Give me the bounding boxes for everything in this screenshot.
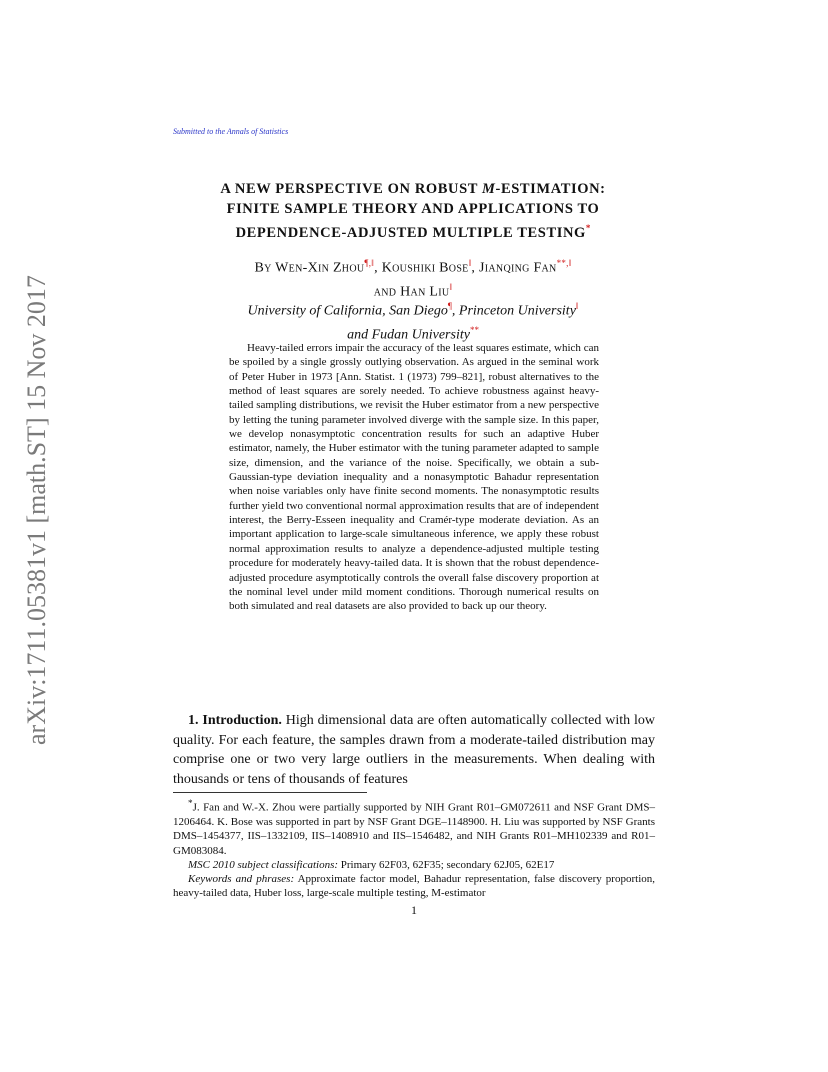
submitted-journal-header: Submitted to the Annals of Statistics (173, 127, 289, 136)
page-number: 1 (411, 903, 417, 917)
funding-footnote: *J. Fan and W.-X. Zhou were partially supported by NIH Grant R01–GM072611 and NSF Grant DMS–1206464. K. Bose was supported in part by NSF Grant DGE–1148900. H. Liu was supported by NSF Grants DMS–1454377, IIS–1332109, IIS–1408910 and IIS–1546482, and NIH Grants R01–MH102339 and R01–GM083084. (173, 798, 655, 857)
paper-title (140, 180, 686, 243)
footnote-rule (173, 792, 367, 793)
author-zhou: Wen-Xin Zhou (275, 260, 365, 276)
authors-line-2: and Han Liu‖ (373, 281, 453, 300)
msc-classifications: MSC 2010 subject classifications: Primary 62F03, 62F35; secondary 62J05, 62E17 (188, 858, 555, 871)
author-list (140, 254, 686, 301)
author-fan: Jianqing Fan (479, 260, 557, 276)
keywords: Keywords and phrases: Approximate factor model, Bahadur representation, false discovery proportion, heavy-tailed data, Huber loss, large-scale multiple testing, M-estimator (173, 873, 655, 900)
footnotes (173, 796, 655, 901)
title-line-3: DEPENDENCE-ADJUSTED MULTIPLE TESTING* (235, 223, 591, 241)
introduction-section (173, 711, 655, 789)
authors-line-1: By Wen-Xin Zhou¶,‖, Koushiki Bose‖, Jianqing Fan**,‖ (254, 258, 572, 276)
title-line-1: A NEW PERSPECTIVE ON ROBUST M-ESTIMATION: (220, 181, 606, 197)
title-m-italic: M (482, 181, 496, 197)
author-fan-affil-mark: **,‖ (556, 258, 572, 268)
abstract: Heavy-tailed errors impair the accuracy of the least squares estimate, which can be spoiled by a single grossly outlying observation. As argued in the seminal work of Peter Huber in 1973 [Ann. Statist. 1 (1973) 799–821], robust alternatives to the method of least squares are sorely needed. To achieve robustness against heavy-tailed sampling distributions, we revisit the Huber estimator from a new perspective by letting the tuning parameter involved diverge with the sample size. In this paper, we develop nonasymptotic concentration results for such an adaptive Huber estimator, namely, the Huber estimator with the tuning parameter adapted to sample size, dimension, and the variance of the noise. Specifically, we obtain a sub-Gaussian-type deviation inequality and a nonasymptotic Bahadur representation when noise variables only have finite second moments. The nonasymptotic results further yield two conventional normal approximation results that are of independent interest, the Berry-Esseen inequality and Cramér-type moderate deviation. As an important application to large-scale simultaneous inference, we apply these robust normal approximation results to analyze a dependence-adjusted multiple testing procedure for moderately heavy-tailed data. It is shown that the robust dependence-adjusted procedure asymptotically controls the overall false discovery proportion at the nominal level under mild moment conditions. Thorough numerical results on both simulated and real datasets are also provided to back up our theory. (229, 342, 599, 613)
affiliation-line-2: and Fudan University** (347, 324, 479, 343)
title-footnote-mark[interactable]: * (585, 223, 591, 233)
title-line-2: FINITE SAMPLE THEORY AND APPLICATIONS TO (226, 200, 600, 217)
author-liu-affil-mark: ‖ (449, 281, 453, 292)
author-liu: Han Liu (400, 284, 450, 300)
affiliations (140, 297, 686, 344)
author-bose-affil-mark: ‖ (468, 258, 472, 268)
section-heading: 1. Introduction. (188, 713, 282, 728)
author-zhou-affil-mark: ¶,‖ (364, 258, 375, 268)
author-bose: Koushiki Bose (381, 260, 469, 276)
affiliation-line-1: University of California, San Diego¶, Princeton University‖ (247, 301, 579, 319)
arxiv-identifier-stamp: arXiv:1711.05381v1 [math.ST] 15 Nov 2017 (22, 275, 51, 745)
introduction-text: High dimensional data are often automatically collected with low quality. For each feature, the samples drawn from a moderate-tailed distribution may comprise one or two very large outliers in the measurements. When dealing with thousands or tens of thousands of features (173, 713, 656, 787)
